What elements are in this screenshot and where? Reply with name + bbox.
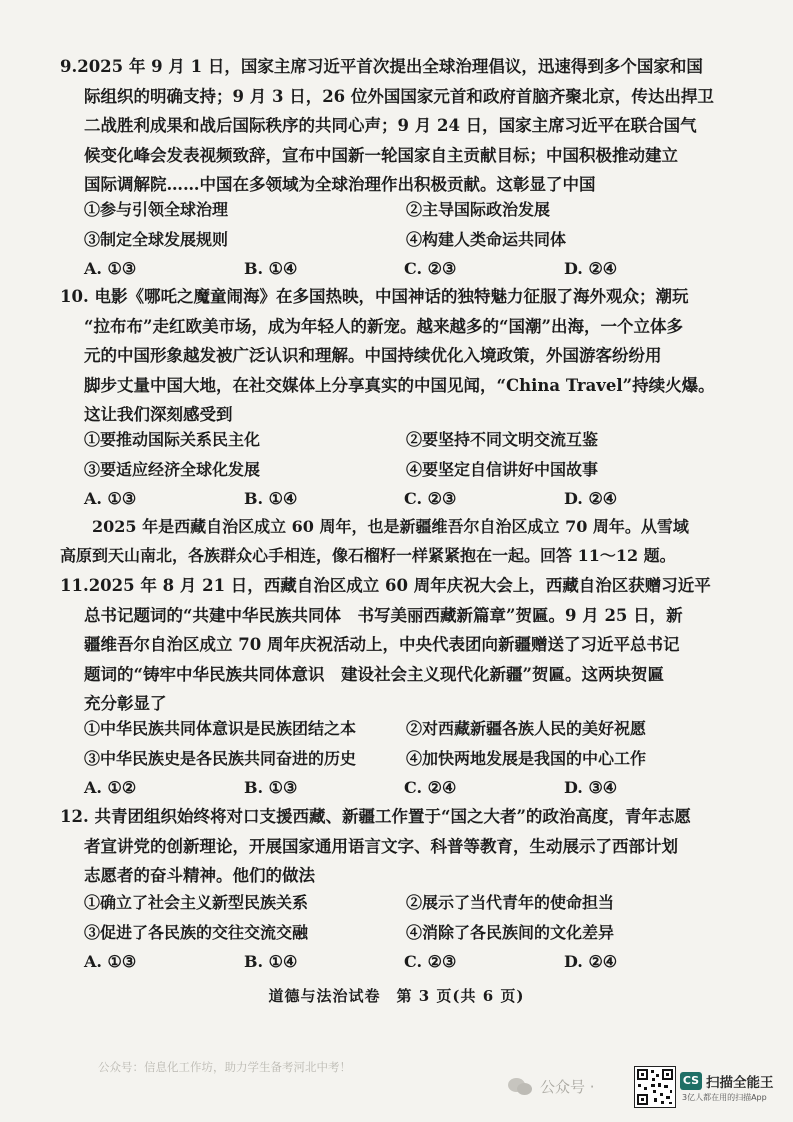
q10-option-4: ④要坚定自信讲好中国故事 <box>406 459 599 479</box>
q10-answer-c: C. ②③ <box>404 489 457 508</box>
wechat-icon <box>508 1078 534 1096</box>
intro-line-1: 2025 年是西藏自治区成立 60 周年，也是新疆维吾尔自治区成立 70 周年。从雪域 <box>92 517 689 536</box>
q11-option-2: ②对西藏新疆各族人民的美好祝愿 <box>406 719 647 738</box>
q9-option-4: ④构建人类命运共同体 <box>406 229 567 249</box>
q12-answer-b: B. ①④ <box>244 952 298 971</box>
material-intro <box>60 512 740 570</box>
qr-code-icon <box>634 1066 676 1108</box>
q10-stem-line-1: 10. 电影《哪吒之魔童闹海》在多国热映，中国神话的独特魅力征服了海外观众；潮玩 <box>60 287 689 306</box>
q11-options <box>84 714 724 803</box>
question-10 <box>60 282 732 430</box>
q12-option-3: ③促进了各民族的交往交流交融 <box>84 922 309 942</box>
q11-stem-line-3: 疆维吾尔自治区成立 70 周年庆祝活动上，中央代表团向新疆赠送了习近平总书记 <box>84 635 680 654</box>
camscanner-name: 扫描全能王 <box>706 1075 774 1091</box>
q9-stem-line-4: 候变化峰会发表视频致辞，宣布中国新一轮国家自主贡献目标；中国积极推动建立 <box>84 145 678 165</box>
q10-answer-b: B. ①④ <box>244 489 298 508</box>
question-11 <box>60 571 732 719</box>
q9-stem-line-2: 际组织的明确支持；9 月 3 日，26 位外国国家元首和政府首脑齐聚北京，传达出捍卫 <box>84 86 714 106</box>
q10-stem-line-5: 这让我们深刻感受到 <box>84 405 233 424</box>
q10-options <box>84 425 724 514</box>
camscanner-badge: CS <box>680 1072 702 1090</box>
q9-option-2: ②主导国际政治发展 <box>406 200 551 219</box>
q12-answer-c: C. ②③ <box>404 952 457 971</box>
q10-stem-line-3: 元的中国形象越发被广泛认识和理解。中国持续优化入境政策，外国游客纷纷用 <box>84 346 662 365</box>
q12-option-2: ②展示了当代青年的使命担当 <box>406 893 615 912</box>
q11-answer-b: B. ①③ <box>244 778 298 797</box>
q9-answers <box>84 254 724 284</box>
q10-option-2: ②要坚持不同文明交流互鉴 <box>406 430 599 449</box>
wechat-watermark-label: 公众号 · <box>540 1078 595 1096</box>
q9-answer-a: A. ①③ <box>84 259 137 278</box>
q11-stem-line-1: 11.2025 年 8 月 21 日，西藏自治区成立 60 周年庆祝大会上，西藏自治区获赠习近平 <box>60 576 711 595</box>
q11-answer-c: C. ②④ <box>404 778 457 797</box>
q12-stem-line-1: 12. 共青团组织始终将对口支援西藏、新疆工作置于“国之大者”的政治高度，青年志愿 <box>60 807 691 826</box>
q9-answer-c: C. ②③ <box>404 259 457 278</box>
q12-stem-line-3: 志愿者的奋斗精神。他们的做法 <box>84 866 315 885</box>
question-9 <box>60 52 732 200</box>
q9-answer-b: B. ①④ <box>244 259 298 278</box>
q11-answers <box>84 773 724 803</box>
q12-options <box>84 888 724 977</box>
camscanner-logo-icon <box>680 1071 774 1091</box>
q12-option-4: ④消除了各民族间的文化差异 <box>406 922 615 942</box>
q12-answers <box>84 947 724 977</box>
q9-answer-d: D. ②④ <box>564 259 618 278</box>
intro-line-2: 高原到天山南北，各族群众心手相连，像石榴籽一样紧紧抱在一起。回答 11～12 题。 <box>60 546 676 565</box>
question-12 <box>60 802 732 891</box>
q11-stem-line-2: 总书记题词的“共建中华民族共同体 书写美丽西藏新篇章”贺匾。9 月 25 日，新 <box>84 605 683 625</box>
camscanner-tagline: 3亿人都在用的扫描App <box>682 1093 767 1102</box>
q11-option-4: ④加快两地发展是我国的中心工作 <box>406 748 647 768</box>
q9-stem-line-5: 国际调解院……中国在多领域为全球治理作出积极贡献。这彰显了中国 <box>84 175 596 194</box>
q11-stem-line-4: 题词的“铸牢中华民族共同体意识 建设社会主义现代化新疆”贺匾。这两块贺匾 <box>84 664 664 684</box>
q10-stem-line-2: “拉布布”走红欧美市场，成为年轻人的新宠。越来越多的“国潮”出海，一个立体多 <box>84 316 683 336</box>
q9-options <box>84 195 724 284</box>
q11-answer-a: A. ①② <box>84 778 137 797</box>
q9-stem-line-3: 二战胜利成果和战后国际秩序的共同心声；9 月 24 日，国家主席习近平在联合国气 <box>84 116 697 135</box>
q12-answer-a: A. ①③ <box>84 952 137 971</box>
watermark-text: 公众号：信息化工作坊，助力学生备考河北中考！ <box>98 1060 351 1074</box>
q11-answer-d: D. ③④ <box>564 778 618 797</box>
q11-option-1: ①中华民族共同体意识是民族团结之本 <box>84 719 357 738</box>
q11-stem-line-5: 充分彰显了 <box>84 694 167 713</box>
q10-answers <box>84 484 724 514</box>
q10-answer-d: D. ②④ <box>564 489 618 508</box>
q9-option-1: ①参与引领全球治理 <box>84 200 229 219</box>
q9-stem-line-1: 9.2025 年 9 月 1 日，国家主席习近平首次提出全球治理倡议，迅速得到多个国家和国 <box>60 57 703 76</box>
q10-answer-a: A. ①③ <box>84 489 137 508</box>
wechat-watermark <box>508 1076 595 1097</box>
q12-answer-d: D. ②④ <box>564 952 618 971</box>
q10-option-1: ①要推动国际关系民主化 <box>84 430 261 449</box>
q10-option-3: ③要适应经济全球化发展 <box>84 459 261 479</box>
q12-option-1: ①确立了社会主义新型民族关系 <box>84 893 309 912</box>
page-footer: 道德与法治试卷 第 3 页(共 6 页) <box>268 987 525 1005</box>
q12-stem-line-2: 者宣讲党的创新理论，开展国家通用语言文字、科普等教育，生动展示了西部计划 <box>84 836 678 856</box>
q10-stem-line-4: 脚步丈量中国大地，在社交媒体上分享真实的中国见闻，“China Travel”持续火爆。 <box>84 375 715 395</box>
q9-option-3: ③制定全球发展规则 <box>84 229 229 249</box>
q11-option-3: ③中华民族史是各民族共同奋进的历史 <box>84 748 357 768</box>
